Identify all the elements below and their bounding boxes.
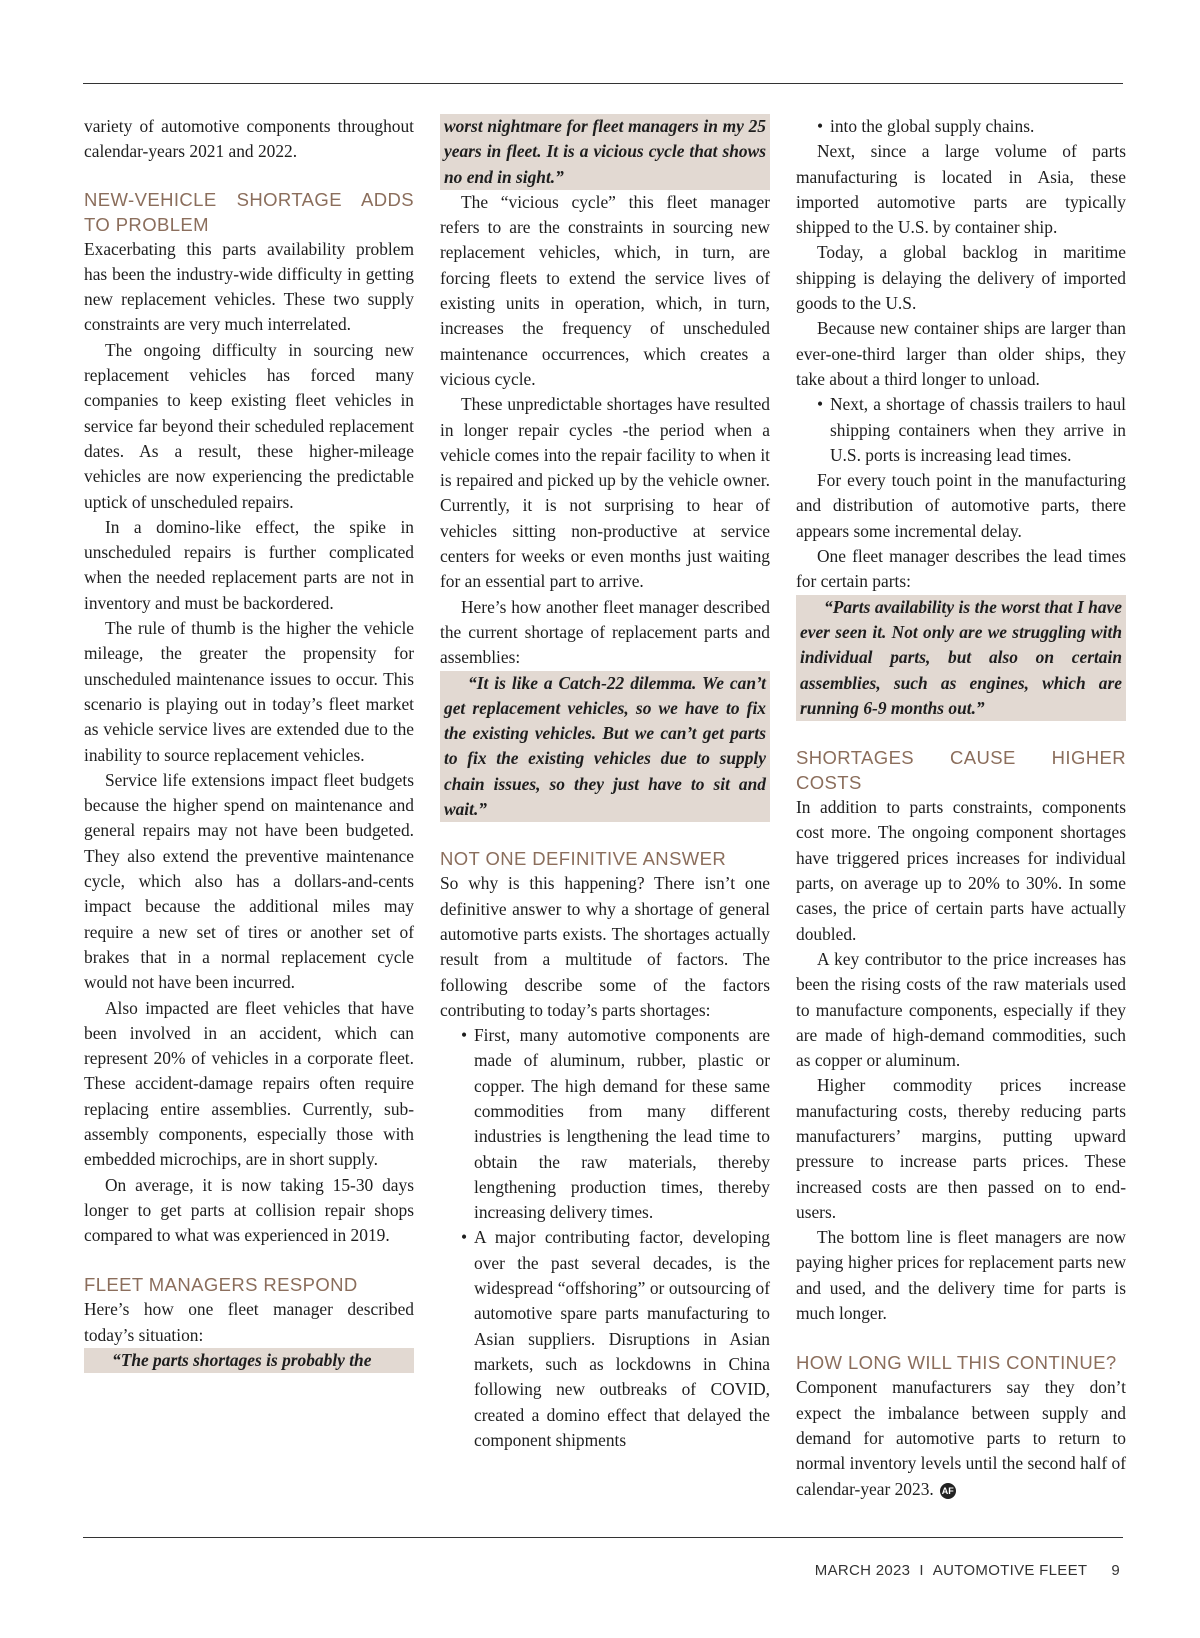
footer-publication: AUTOMOTIVE FLEET [932, 1562, 1088, 1579]
paragraph: One fleet manager describes the lead times for certain parts: [796, 546, 1126, 592]
factor-list-continued [796, 114, 1126, 139]
paragraph: Because new container ships are larger than ever-one-third larger than older ships, they take about a third longer to unload. [796, 318, 1126, 389]
paragraph: The ongoing difficulty in sourcing new replacement vehicles has forced many companies to keep existing fleet vehicles in service far beyond their scheduled replacement dates. As a result, these higher-mileage vehicles are now experiencing the predictable uptick of unscheduled repairs. [84, 339, 414, 512]
paragraph: Here’s how one fleet manager described today’s situation: [84, 1299, 414, 1345]
footer-issue-date: MARCH 2023 [814, 1562, 911, 1579]
section-heading-new-vehicle-shortage: NEW-VEHICLE SHORTAGE ADDS TO PROBLEM [84, 188, 414, 235]
article-column-3 [796, 114, 1126, 1502]
closing-paragraph [796, 1375, 1126, 1501]
pull-quote: “Parts availability is the worst that I have ever seen it. Not only are we struggling with individual parts, but also on certain assemblies, such as engines, which are running 6-9 months out.” [796, 595, 1126, 721]
af-logo-end-mark-icon: AF [940, 1483, 956, 1499]
paragraph: The “vicious cycle” this fleet manager refers to are the constraints in sourcing new replacement vehicles, which, in turn, are forcing fleets to extend the service lives of existing units in operation, which, in turn, increases the frequency of unscheduled maintenance occurrences, which creates a vicious cycle. [440, 191, 770, 389]
section-heading-how-long-will-this-continue: HOW LONG WILL THIS CONTINUE? [796, 1352, 1117, 1374]
list-item: • A major contributing factor, developing over the past several decades, is the widespread “offshoring” or outsourcing of automotive spare parts manufacturing to Asian suppliers. Disruptions in Asian markets, such as lockdowns in China following new outbreaks of COVID, created a domino effect that delayed the component shipments [474, 1225, 770, 1453]
paragraph: So why is this happening? There isn’t one definitive answer to why a shortage of general automotive parts exists. The shortages actually result from a multitude of factors. The following describe some of the factors contributing to today’s parts shortages: [440, 873, 770, 1020]
paragraph: Exacerbating this parts availability problem has been the industry-wide difficulty in getting new replacement vehicles. These two supply constraints are very much interrelated. [84, 238, 414, 335]
pull-quote: “It is like a Catch-22 dilemma. We can’t get replacement vehicles, so we have to fix the existing vehicles. But we can’t get parts to fix the existing vehicles due to supply chain issues, so they just have to sit and wait.” [440, 671, 770, 823]
section-heading-fleet-managers-respond: FLEET MANAGERS RESPOND [84, 1274, 358, 1296]
top-rule [83, 83, 1123, 84]
factor-list [440, 1023, 770, 1453]
section-heading-not-one-definitive-answer: NOT ONE DEFINITIVE ANSWER [440, 848, 727, 870]
paragraph-text: Component manufacturers say they don’t expect the imbalance between supply and demand for automotive parts to return to normal inventory levels until the second half of calendar-year 2023. [796, 1377, 1126, 1499]
paragraph: On average, it is now taking 15-30 days longer to get parts at collision repair shops compared to what was experienced in 2019. [84, 1174, 414, 1246]
list-item: • First, many automotive components are made of aluminum, rubber, plastic or copper. The high demand for these same commodities from many different industries is lengthening the lead time to obtain the raw materials, thereby lengthening production times, thereby increasing delivery times. [474, 1023, 770, 1225]
list-item-continued [830, 114, 1126, 139]
paragraph: Next, since a large volume of parts manufacturing is located in Asia, these imported automotive parts are typically shipped to the U.S. by container ship. [796, 141, 1126, 238]
paragraph: Here’s how another fleet manager described the current shortage of replacement parts and assemblies: [440, 596, 770, 668]
paragraph: For every touch point in the manufacturing and distribution of automotive parts, there appears some incremental delay. [796, 470, 1126, 541]
pull-quote: worst nightmare for fleet managers in my 25 years in fleet. It is a vicious cycle that shows no end in sight.” [440, 114, 770, 190]
paragraph: These unpredictable shortages have resulted in longer repair cycles -the period when a vehicle comes into the repair facility to when it is repaired and picked up by the vehicle owner. Currently, it is not surprising to hear of vehicles sitting non-productive at service centers for weeks or even months just waiting for an essential part to arrive. [440, 394, 770, 592]
factor-list [796, 392, 1126, 468]
paragraph: The rule of thumb is the higher the vehicle mileage, the greater the propensity for unscheduled maintenance issues to occur. This scenario is playing out in today’s fleet market as vehicle service lives are extended due to the inability to source replacement vehicles. [84, 618, 414, 765]
list-item-text: into the global supply chains. [830, 116, 1035, 136]
paragraph: variety of automotive components throughout calendar-years 2021 and 2022. [84, 116, 414, 162]
paragraph: In addition to parts constraints, components cost more. The ongoing component shortages have triggered prices increases for individual parts, on average up to 20% to 30%. In some cases, the price of certain parts have actually doubled. [796, 797, 1126, 944]
bottom-rule [83, 1537, 1123, 1538]
paragraph: A key contributor to the price increases has been the rising costs of the raw materials used to manufacture components, especially if they are made of high-demand commodities, such as copper or aluminum. [796, 948, 1126, 1071]
page-number: 9 [1111, 1562, 1120, 1579]
pull-quote: “The parts shortages is probably the [84, 1348, 414, 1373]
footer-separator: I [919, 1562, 924, 1579]
paragraph: In a domino-like effect, the spike in unscheduled repairs is further complicated when the needed replacement parts are not in inventory and must be backordered. [84, 516, 414, 613]
page-footer [815, 1562, 1120, 1579]
paragraph: The bottom line is fleet managers are now paying higher prices for replacement parts new and used, and the delivery time for parts is much longer. [796, 1227, 1126, 1324]
paragraph: Today, a global backlog in maritime shipping is delaying the delivery of imported goods to the U.S. [796, 242, 1126, 314]
list-item: • Next, a shortage of chassis trailers to haul shipping containers when they arrive in U.S. ports is increasing lead times. [830, 392, 1126, 468]
article-column-2 [440, 114, 770, 1453]
paragraph: Service life extensions impact fleet budgets because the higher spend on maintenance and general repairs may not have been budgeted. They also extend the preventive maintenance cycle, which also has a dollars-and-cents impact because the additional miles may require a new set of tires or another set of brakes that in a normal replacement cycle would not have been incurred. [84, 769, 414, 993]
section-heading-shortages-cause-higher-costs: SHORTAGES CAUSE HIGHER COSTS [796, 747, 1126, 794]
paragraph: Higher commodity prices increase manufacturing costs, thereby reducing parts manufacturers’ margins, putting upward pressure to increase parts prices. These increased costs are then passed on to end-users. [796, 1075, 1126, 1222]
article-column-1 [84, 114, 414, 1373]
paragraph: Also impacted are fleet vehicles that have been involved in an accident, which can represent 20% of vehicles in a corporate fleet. These accident-damage repairs often require replacing entire assemblies. Currently, sub-assembly components, especially those with embedded microchips, are in short supply. [84, 997, 414, 1170]
